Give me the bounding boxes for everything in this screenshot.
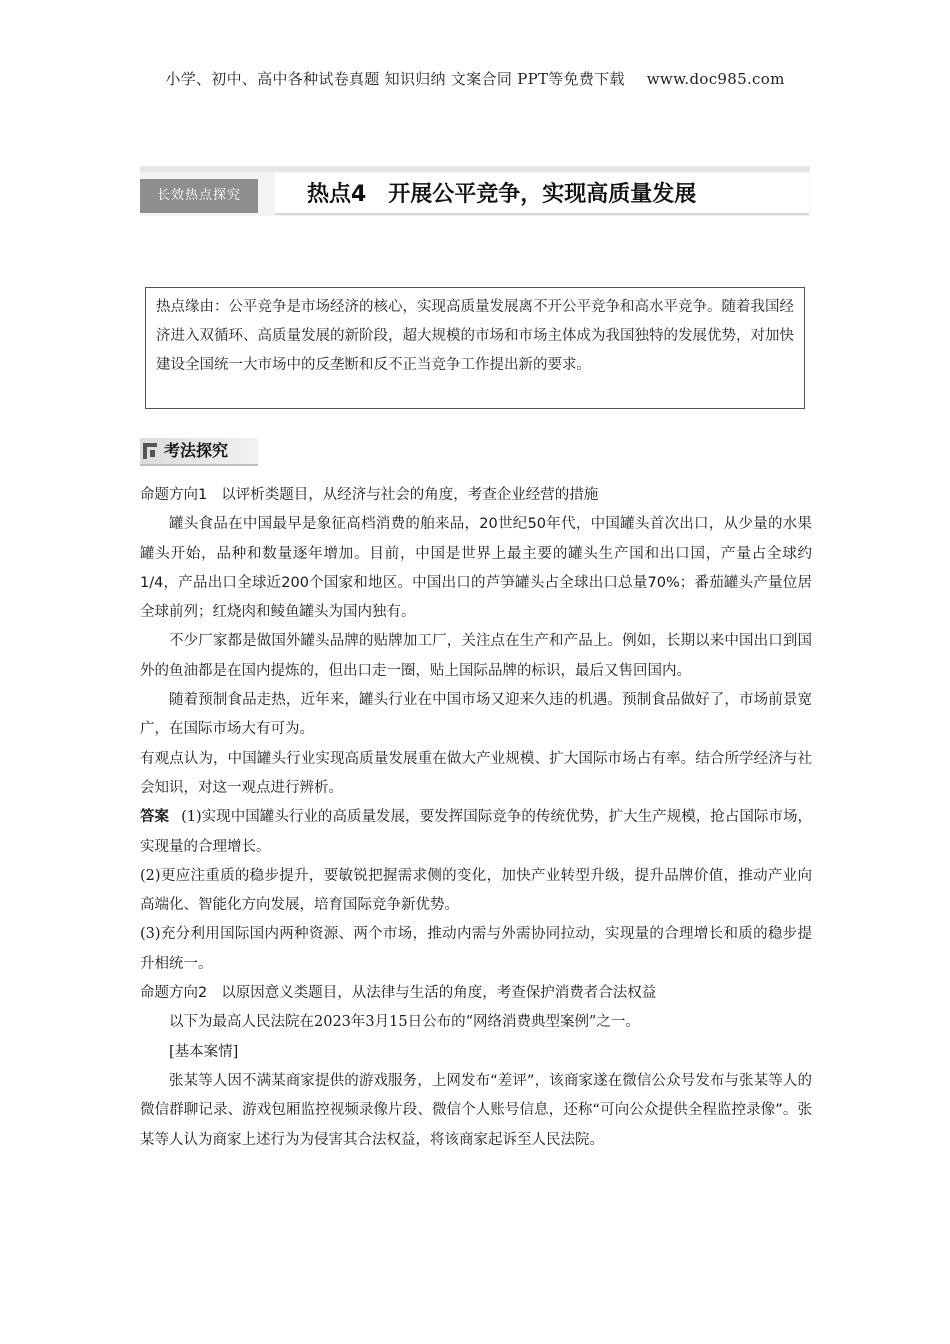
direction1-paragraph-3: 随着预制食品走热，近年来，罐头行业在中国市场又迎来久违的机遇。预制食品做好了，市场前景宽广，在国际市场大有可为。	[140, 692, 812, 738]
intro-text: 公平竞争是市场经济的核心，实现高质量发展离不开公平竞争和高水平竞争。随着我国经济进入双循环、高质量发展的新阶段，超大规模的市场和市场主体成为我国独特的发展优势，对加快建设全国统一大市场中的反垄断和反不正当竞争工作提出新的要求。	[156, 299, 794, 373]
banner-tag: 长效热点探究	[140, 179, 258, 213]
direction1-heading	[140, 481, 812, 510]
answer-2: (2)更应注重质的稳步提升，要敏锐把握需求侧的变化，加快产业转型升级，提升品牌价值，推动产业向高端化、智能化方向发展，培育国际竞争新优势。	[140, 867, 812, 914]
page-title: 热点4 开展公平竞争，实现高质量发展	[275, 173, 809, 215]
section-heading-text: 考法探究	[164, 441, 229, 460]
direction1-paragraph-2: 不少厂家都是做国外罐头品牌的贴牌加工厂，关注点在生产和产品上。例如，长期以来中国出口到国外的鱼油都是在国内提炼的，但出口走一圈，贴上国际品牌的标识，最后又售回国内。	[140, 633, 812, 679]
direction2-intro: 以下为最高人民法院在2023年3月15日公布的“网络消费典型案例”之一。	[169, 1014, 640, 1031]
direction1-paragraph-1: 罐头食品在中国最早是象征高档消费的舶来品，20世纪50年代，中国罐头首次出口，从少量的水果罐头开始，品种和数量逐年增加。目前，中国是世界上最主要的罐头生产国和出口国，产量占全球约1/4，产品出口全球近200个国家和地区。中国出口的芦笋罐头占全球出口总量70%；番茄罐头产量位居全球前列；红烧肉和鲮鱼罐头为国内独有。	[140, 516, 812, 621]
direction2-title: 以原因意义类题目，从法律与生活的角度，考查保护消费者合法权益	[221, 985, 657, 1002]
case-heading: [基本案情]	[169, 1043, 239, 1060]
direction1-label: 命题方向1	[140, 487, 208, 503]
site-header	[0, 68, 950, 89]
direction1-question: 有观点认为，中国罐头行业实现高质量发展重在做大产业规模、扩大国际市场占有率。结合所学经济与社会知识，对这一观点进行辨析。	[140, 750, 812, 796]
site-header-url: www.doc985.com	[646, 70, 785, 88]
answer-3: (3)充分利用国际国内两种资源、两个市场，推动内需与外需协同拉动，实现量的合理增长和质的稳步提升相统一。	[140, 926, 812, 972]
direction2-heading	[140, 979, 812, 1008]
intro-label: 热点缘由：	[156, 299, 229, 315]
direction1-title: 以评析类题目，从经济与社会的角度，考查企业经营的措施	[221, 487, 599, 503]
intro-box	[145, 287, 805, 409]
site-header-text: 小学、初中、高中各种试卷真题 知识归纳 文案合同 PPT等免费下载	[165, 70, 625, 88]
answer-1-text: (1)实现中国罐头行业的高质量发展，要发挥国际竞争的传统优势，扩大生产规模，抢占国际市场，实现量的合理增长。	[140, 809, 813, 855]
case-text: 张某等人因不满某商家提供的游戏服务，上网发布“差评”，该商家遂在微信公众号发布与张某等人的微信群聊记录、游戏包厢监控视频录像片段、微信个人账号信息，还称“可向公众提供全程监控录像”。张某等人认为商家上述行为为侵害其合法权益，将该商家起诉至人民法院。	[140, 1072, 812, 1148]
direction2-label: 命题方向2	[140, 985, 208, 1002]
main-content	[140, 481, 812, 1155]
answer-label: 答案	[140, 809, 170, 826]
section-heading	[140, 438, 258, 466]
answer-1	[140, 803, 812, 862]
section-marker-icon	[143, 443, 157, 459]
